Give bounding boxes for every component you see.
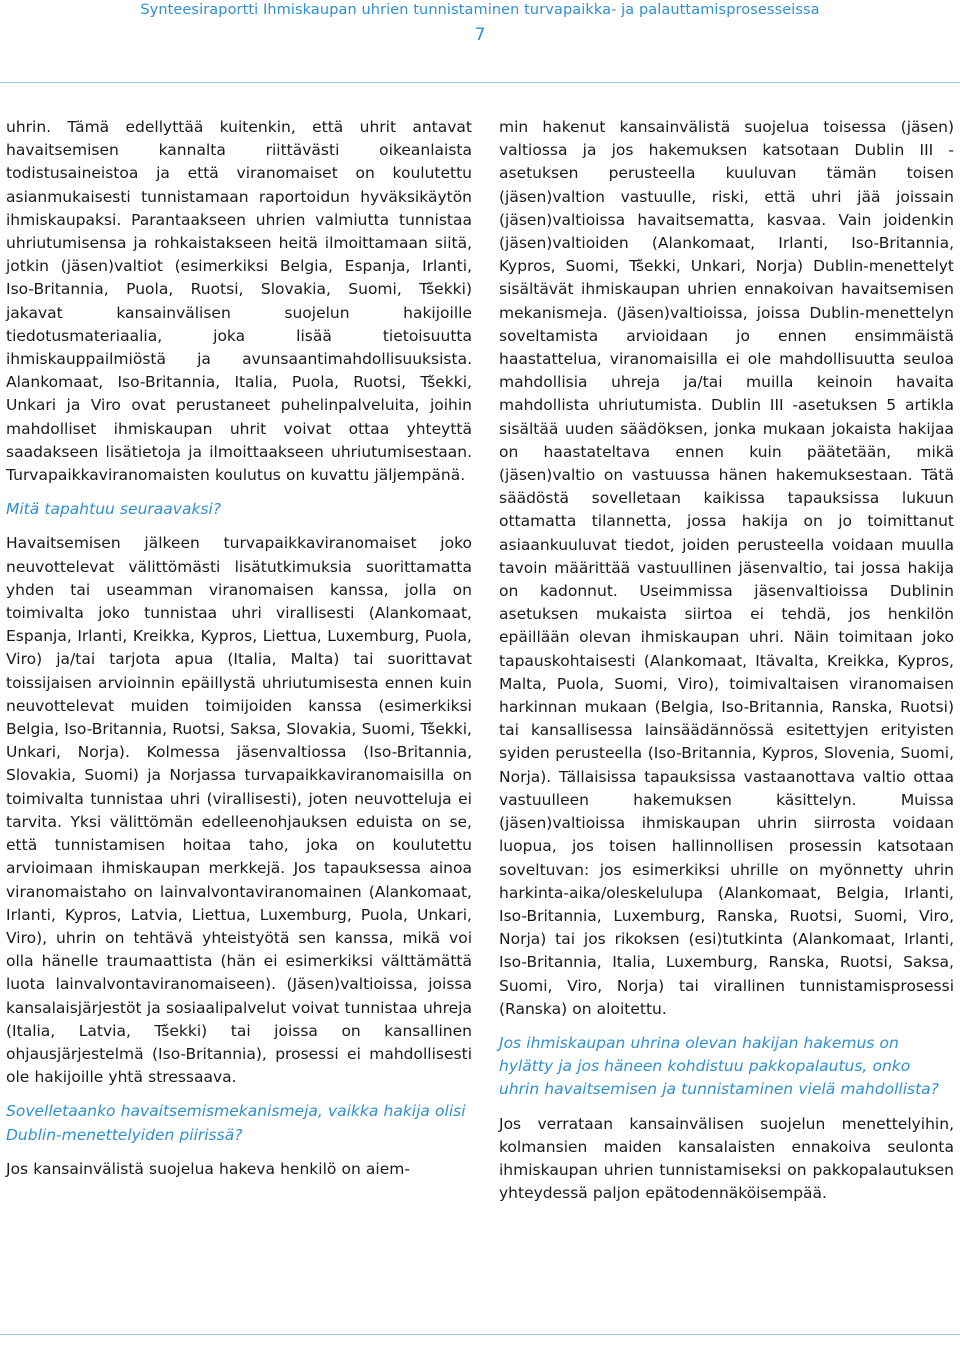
running-header-title: Synteesiraportti Ihmiskaupan uhrien tunnistaminen turvapaikka- ja palauttamisprosesseissa [140, 2, 820, 18]
left-paragraph-3: Jos kansainvälistä suojelua hakeva henkilö on aiem- [6, 1159, 410, 1178]
right-heading-rejected-applicant: Jos ihmiskaupan uhrina olevan hakijan hakemus on hylätty ja jos häneen kohdistuu pakkopalautus, onko uhrin havaitsemisen ja tunnistaminen vielä mahdollista? [499, 1033, 939, 1099]
right-column [499, 116, 954, 1216]
right-paragraph-1: min hakenut kansainvälistä suojelua toisessa (jäsen) valtiossa ja jos hakemuksen katsotaan Dublin III -asetuksen perusteella kuuluvan tämän toisen (jäsen)valtion vastuulle, riski, että uhri jää joissain (jäsen)valtioissa havaitsematta, kasvaa. Vain joidenkin (jäsen)valtioiden (Alankomaat, Irlanti, Iso-Britannia, Kypros, Suomi, Tšekki, Unkari, Norja) Dublin-menettelyt sisältävät ihmiskaupan uhrien ennakoivan havaitsemisen mekanismeja. (Jäsen)valtioissa, joissa Dublin-menettelyn soveltamista arvioidaan jo ennen ensimmäistä haastattelua, viranomaisilla ei ole mahdollisuutta seuloa mahdollisia uhreja ja/tai muilla keinoin havaita mahdollista uhriutumista. Dublin III -asetuksen 5 artikla sisältää uuden säädöksen, jonka mukaan jokaista hakijaa on haastateltava ennen kuin päätetään, mikä (jäsen)valtio on vastuussa hänen hakemuksestaan. Tätä säädöstä sovelletaan kaikissa tapauksissa lukuun ottamatta tilannetta, jossa hakija on jo toimittanut asiaankuuluvat tiedot, joiden perusteella voidaan muulla tavoin määrittää vastuullinen jäsenvaltio, tai jossa hakija on kadonnut. Useimmissa jäsenvaltioissa Dublinin asetuksen mukaista siirtoa ei tehdä, jos henkilön epäillään olevan ihmiskaupan uhri. Näin toimitaan joko tapauskohtaisesti (Alankomaat, Itävalta, Kreikka, Kypros, Malta, Puola, Suomi, Viro), toimivaltaisen viranomaisen harkinnan mukaan (Belgia, Iso-Britannia, Ranska, Ruotsi) tai kansallisessa lainsäädännössä esitettyjen erityisten syiden perusteella (Iso-Britannia, Kypros, Slovenia, Suomi, Norja). Tällaisissa tapauksissa vastaanottava valtio ottaa vastuulleen hakemuksen käsittelyn. Muissa (jäsen)valtioissa ihmiskaupan uhrin siirrosta voidaan luopua, jos toisen hallinnollisen prosessin katsotaan soveltuvan: jos esimerkiksi uhrille on myönnetty uhrin harkinta-aika/oleskelulupa (Alankomaat, Belgia, Irlanti, Iso-Britannia, Luxemburg, Ranska, Ruotsi, Suomi, Viro, Norja) tai jos rikoksen (esi)tutkinta (Alankomaat, Irlanti, Iso-Britannia, Italia, Luxemburg, Ranska, Ruotsi, Saksa, Suomi, Viro, Norja) tai virallinen tunnistamisprosessi (Ranska) on aloitettu. [499, 118, 954, 1018]
left-heading-dublin: Sovelletaanko havaitsemismekanismeja, vaikka hakija olisi Dublin-menettelyiden piirissä? [6, 1102, 466, 1144]
left-column [6, 116, 472, 1192]
page-number: 7 [474, 25, 486, 45]
right-paragraph-2: Jos verrataan kansainvälisen suojelun menettelyihin, kolmansien maiden kansalaisten ennakoiva seulonta ihmiskaupan uhrien tunnistamiseksi on pakkopalautuksen yhteydessä paljon epätodennäköisempää. [499, 1114, 954, 1203]
footer-divider [0, 1334, 960, 1335]
left-paragraph-2: Havaitsemisen jälkeen turvapaikkaviranomaiset joko neuvottelevat välittömästi lisätutkimuksia suorittamatta yhden tai useamman viranomaisen kanssa, jolla on toimivalta joko tunnistaa uhri virallisesti (Alankomaat, Espanja, Irlanti, Kreikka, Kypros, Liettua, Luxemburg, Puola, Viro) ja/tai tarjota apua (Italia, Malta) tai suorittavat toissijaisen arvioinnin epäillystä uhriutumisesta ennen kuin neuvottelevat muiden toimijoiden kanssa (esimerkiksi Belgia, Iso-Britannia, Ruotsi, Saksa, Slovakia, Suomi, Tšekki, Unkari, Norja). Kolmessa jäsenvaltiossa (Iso-Britannia, Slovakia, Suomi) ja Norjassa turvapaikkaviranomaisilla on toimivalta tunnistaa uhri (virallisesti), joten neuvotteluja ei tarvita. Yksi välittömän edelleenohjauksen eduista on se, että tunnistamisen hoitaa taho, joka on koulutettu arvioimaan ihmiskaupan merkkejä. Jos tapauksessa ainoa viranomaistaho on lainvalvontaviranomainen (Alankomaat, Irlanti, Kypros, Latvia, Liettua, Luxemburg, Puola, Unkari, Viro), uhrin on tehtävä yhteistyötä sen kanssa, mikä voi olla hänelle traumaattista (hän ei esimerkiksi välttämättä luota lainvalvontaviranomaiseen). (Jäsen)valtioissa, joissa kansalaisjärjestöt ja sosiaalipalvelut voivat tunnistaa uhreja (Italia, Latvia, Tšekki) tai joissa on kansallinen ohjausjärjestelmä (Iso-Britannia), prosessi ei mahdollisesti ole hakijoille yhtä stressaava. [6, 534, 472, 1087]
left-heading-what-next: Mitä tapahtuu seuraavaksi? [6, 500, 222, 519]
header-divider [0, 82, 960, 83]
left-paragraph-1: uhrin. Tämä edellyttää kuitenkin, että uhrit antavat havaitsemisen kannalta riittävästi oikeanlaista todistusaineistoa ja että viranomaiset on koulutettu asianmukaisesti tunnistamaan raportoidun hyväksikäytön ihmiskaupaksi. Parantaakseen uhrien valmiutta tunnistaa uhriutumisensa ja rohkaistakseen heitä ilmoittamaan siitä, jotkin (jäsen)valtiot (esimerkiksi Belgia, Espanja, Irlanti, Iso-Britannia, Puola, Ruotsi, Slovakia, Suomi, Tšekki) jakavat kansainvälisen suojelun hakijoille tiedotusmateriaalia, joka lisää tietoisuutta ihmiskauppailmiöstä ja avunsaantimahdollisuuksista. Alankomaat, Iso-Britannia, Italia, Puola, Ruotsi, Tšekki, Unkari ja Viro ovat perustaneet puhelinpalveluita, joihin mahdolliset ihmiskaupan uhrit voivat ottaa yhteyttä saadakseen lisätietoja ja ilmoittaakseen uhriutumisestaan. Turvapaikkaviranomaisten koulutus on kuvattu jäljempänä. [6, 118, 472, 485]
